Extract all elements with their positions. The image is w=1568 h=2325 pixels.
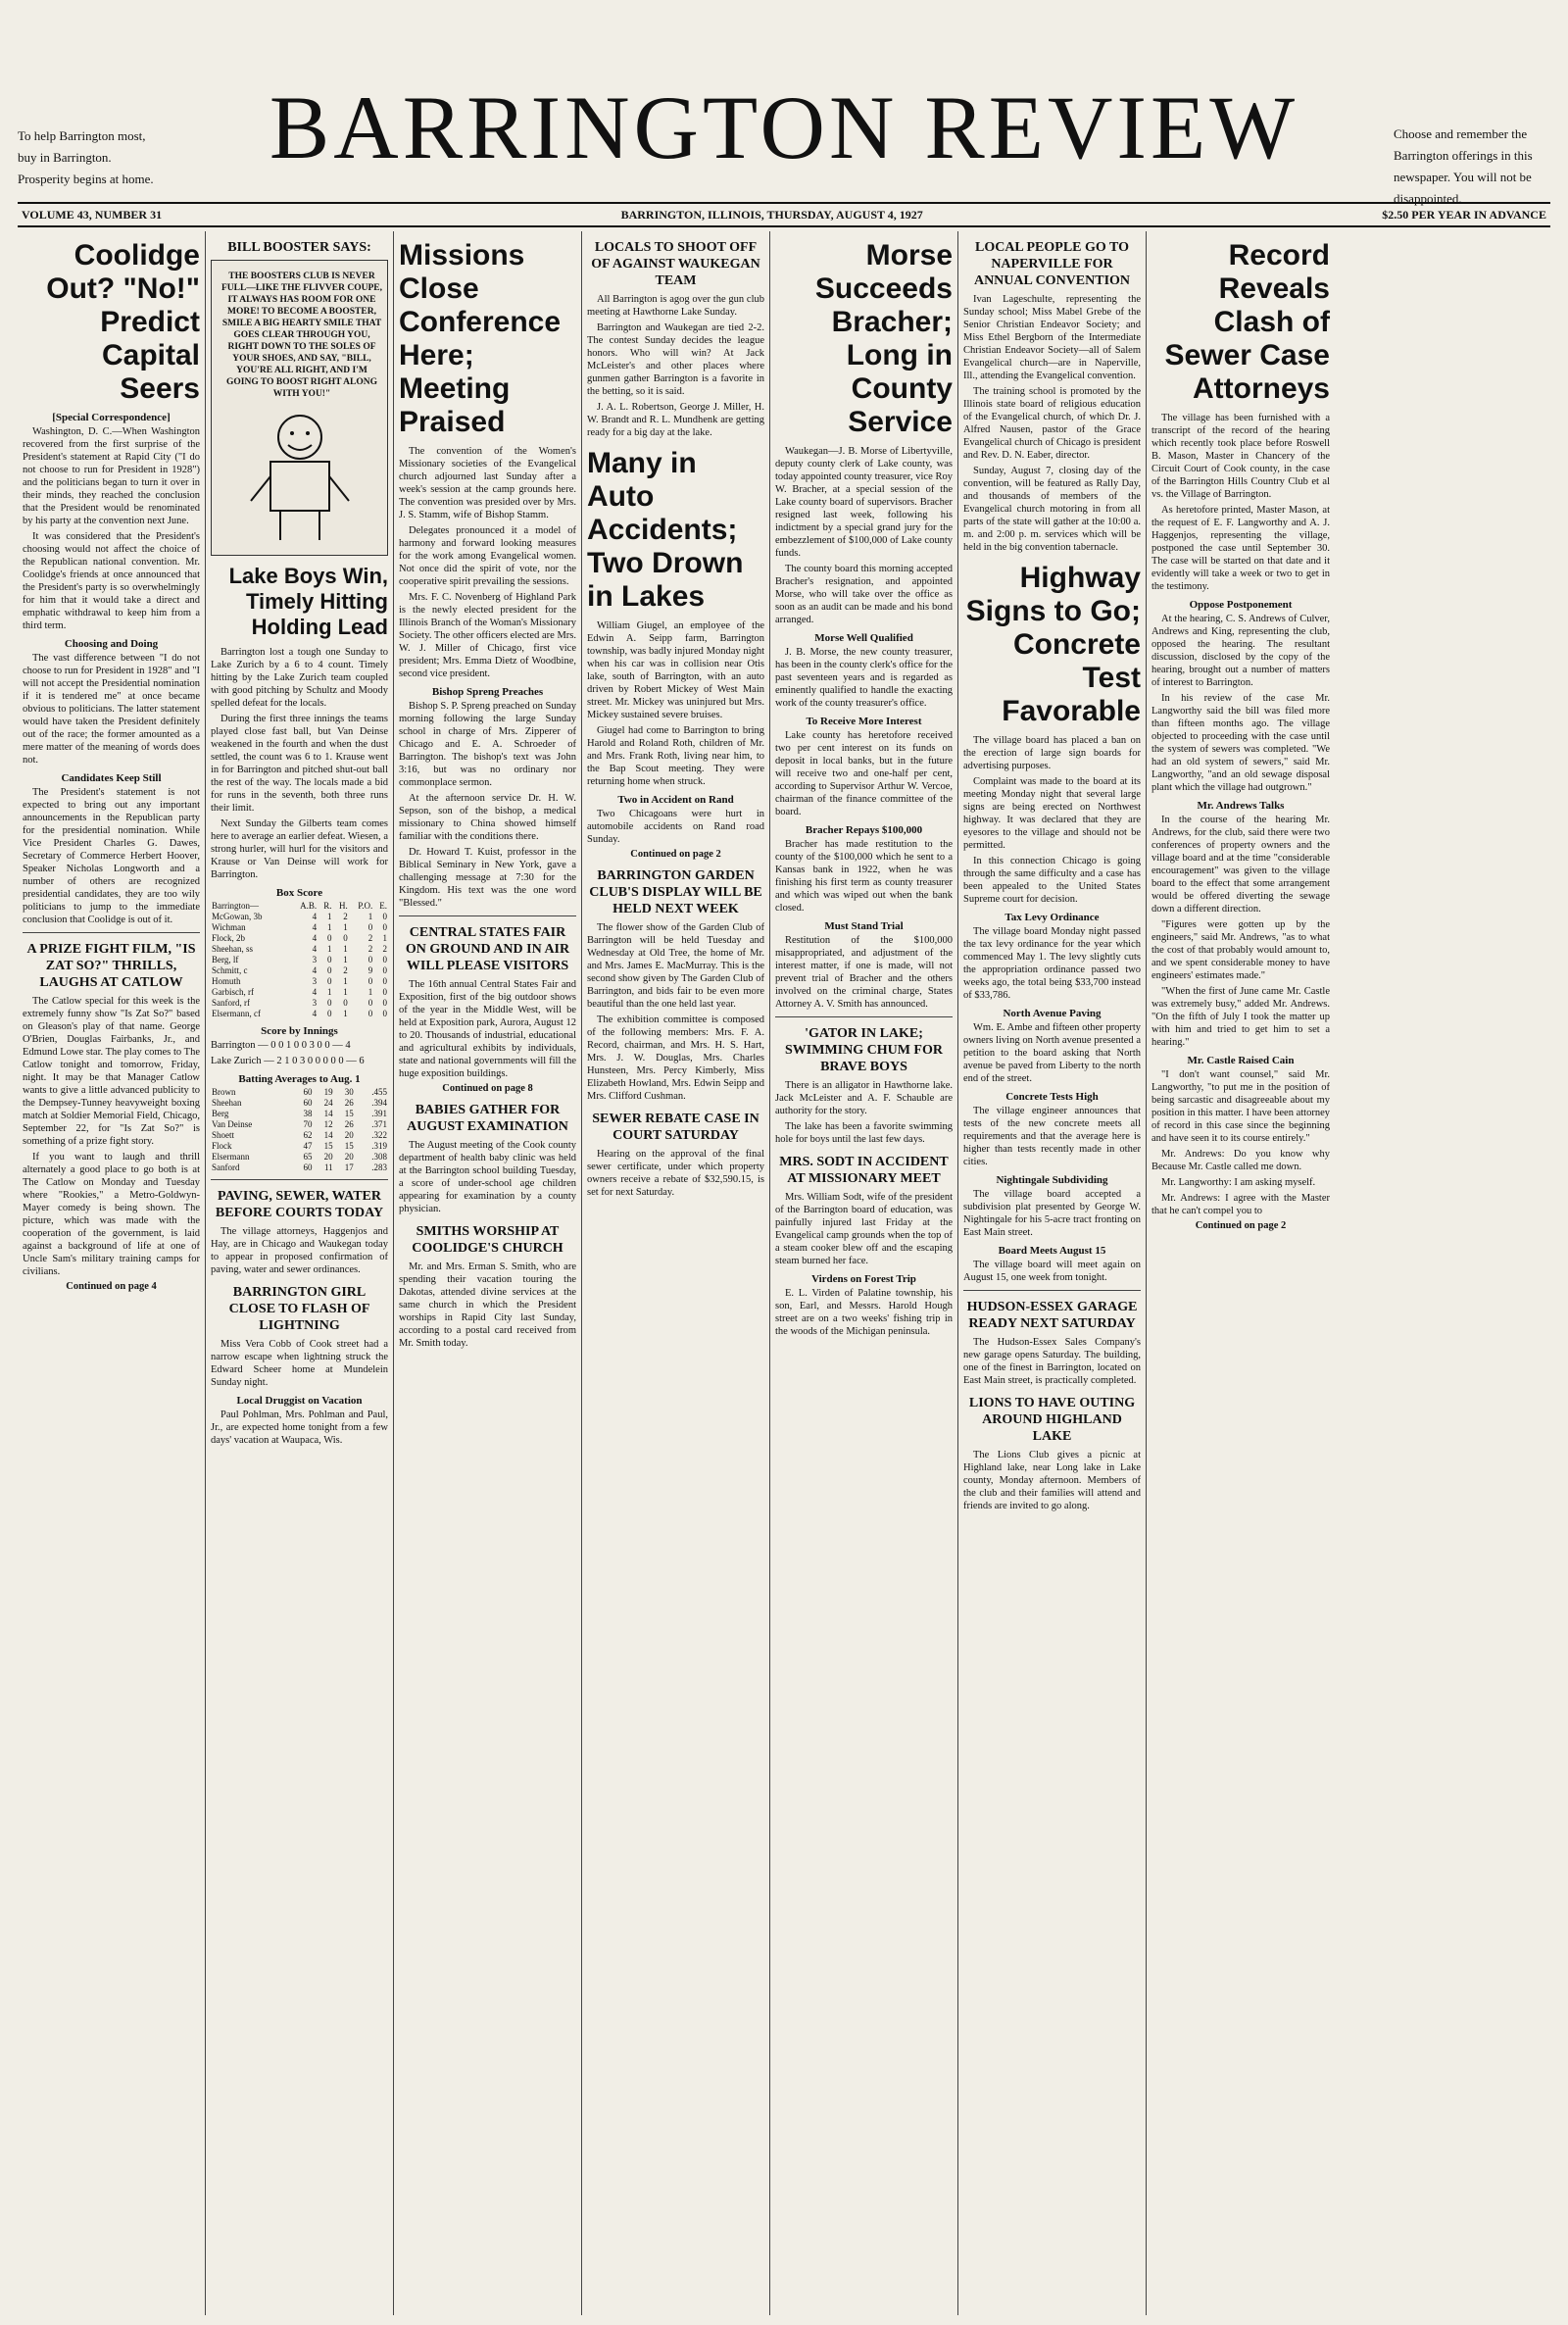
subhead: Choosing and Doing (64, 638, 159, 650)
table-row (211, 933, 388, 944)
article-paragraph: Washington, D. C.—When Washington recovered from the first surprise of the President's statement at Rapid City ("I do not choose to run for President in 1928") and the politicians began to turn it over in their minds, they reached the conclusion that the President would be renominated by his party at the convention next June. (23, 426, 200, 526)
article-paragraph: The village board accepted a subdivision plat presented by George W. Nightingale for his 5-acre tract fronting on East Main street. (963, 1189, 1141, 1238)
innings-lines (211, 1039, 388, 1067)
article-paragraph: Hearing on the approval of the final sewer certificate, under which property owners receive a rebate of $32,590.15, is set for next Saturday. (587, 1149, 764, 1198)
article-paragraph: Ivan Lageschulte, representing the Sunday school; Miss Mabel Grebe of the Senior Christian Endeavor Society; and Miss Ethel Bergborn of the Intermediate Christian Endeavor Society—all of Salem Evangelical church—are in Naperville, Ill., attending the Evangelical convention. (963, 294, 1141, 381)
continued-note: Continued on page 2 (630, 849, 721, 860)
table-row (211, 1119, 388, 1130)
article-paragraph: Lake county has heretofore received two per cent interest on its funds on deposit in local banks, but in the future will receive two and one-half per cent, according to Supervisor Arthur W. Vercoe, chairman of the finance committee of the board. (775, 730, 953, 817)
subhead: Concrete Tests High (1005, 1091, 1099, 1103)
table-row (211, 998, 388, 1009)
article-paragraph: It was considered that the President's choosing would not affect the choice of the Republican national convention. Mr. Coolidge's friends at once announced that the President's party is so overwhelmingly for him that it would take a direct and emphatic withdrawal to keep him from a third term. (23, 531, 200, 631)
table-cell: 60 (303, 1162, 313, 1172)
article-paragraph: Miss Vera Cobb of Cook street had a narrow escape when lightning struck the Edward Scheer home at Mundelein Sunday night. (211, 1339, 388, 1388)
table-cell: Sanford (212, 1162, 240, 1172)
paving-headline: PAVING, SEWER, WATER BEFORE COURTS TODAY (215, 1189, 384, 1220)
table-cell: 24 (323, 1098, 333, 1108)
article-paragraph: E. L. Virden of Palatine township, his son, Earl, and Messrs. Harold Hough street are on a two weeks' fishing trip in the woods of the Michigan peninsula. (775, 1288, 953, 1337)
article-paragraph: The village engineer announces that tests of the new concrete meets all requirements and that the average here is higher than tests recently made in other cities. (963, 1106, 1141, 1167)
table-cell: McGowan, 3b (212, 912, 263, 921)
article-paragraph: Barrington lost a tough one Sunday to Lake Zurich by a 6 to 4 count. Timely hitting by the Lake Zurich team coupled with good pitching by Schultz and Moody spelled defeat for the locals. (211, 647, 388, 709)
dateline-bar (18, 202, 1550, 227)
article-paragraph: Mrs. F. C. Novenberg of Highland Park is the newly elected president for the Illinois Branch of the Woman's Missionary Society. The other officers elected are Mrs. W. J. Miller of Chicago, first vice president; Mrs. Emma Dietz of Woodbine, second vice president. (399, 592, 576, 679)
table-row (211, 1141, 388, 1152)
table-cell: Brown (212, 1087, 236, 1097)
babies-headline: BABIES GATHER FOR AUGUST EXAMINATION (407, 1103, 568, 1134)
article-paragraph: The exhibition committee is composed of the following members: Mrs. F. A. Record, chairman, and Mrs. H. S. Hart, Mrs. J. W. Douglas, Mrs. Charles Hunsteen, Mrs. Percy Kimberly, Miss Elizabeth Howland, Mrs. Edwin Seipp and Mrs. Clifford Cushman. (587, 1014, 764, 1102)
volume-number: VOLUME 43, NUMBER 31 (22, 207, 163, 222)
table-cell: 1 (327, 922, 332, 932)
table-cell: 0 (327, 965, 332, 975)
table-cell: Berg, lf (212, 955, 239, 965)
article-paragraph: Bishop S. P. Spreng preached on Sunday morning following the large Sunday school in charge of Mrs. Zipperer of Chicago and E. A. Schroeder of Barrington. The bishop's text was John 3:16, but was no ordinary nor commonplace sermon. (399, 701, 576, 788)
table-row (211, 1162, 388, 1173)
table-cell: 0 (382, 976, 387, 986)
bill-booster-cartoon (211, 260, 388, 556)
table-row (211, 1152, 388, 1162)
table-cell: 70 (303, 1119, 313, 1129)
article-paragraph: The President's statement is not expected to bring out any important announcements in the Republican party for the presidential nomination. While Vice President Charles G. Dawes, Secretary of Commerce Herbert Hoover, Speaker Nicholas Longworth and a number of others are recognized presidential candidates, they are too wily politicians to jump to the immediate conclusion that Coolidge is out of it. (23, 787, 200, 925)
table-cell: 0 (327, 976, 332, 986)
table-cell: Flock (212, 1141, 232, 1151)
article-paragraph: Sunday, August 7, closing day of the convention, will be featured as Rally Day, and thousands of members of the Evangelical church motoring in from all parts of the state will gather at the 10:00 a. m. and 2:00 p. m. services which will be held in the big convention tabernacle. (963, 466, 1141, 553)
article-paragraph: Mrs. William Sodt, wife of the president of the Barrington board of education, was painfully injured last Friday at the Evangelical camp grounds when the top of a steam cooker blew off and the escaping steam burned her face. (775, 1192, 953, 1266)
table-cell: 4 (312, 922, 318, 932)
table-row (211, 922, 388, 933)
table-cell: 15 (323, 1141, 333, 1151)
table-cell: 12 (323, 1119, 333, 1129)
table-cell: 0 (327, 1009, 332, 1018)
article-paragraph: The flower show of the Garden Club of Barrington will be held Tuesday and Wednesday at Old Tree, the home of Mr. and Mrs. James E. MacMurray. This is the second show given by The Garden Club of Barrington, and bids fair to be even more beautiful than the one held last year. (587, 922, 764, 1010)
article-paragraph: The Lions Club gives a picnic at Highland lake, near Long lake in Lake county, Monday afternoon. Members of the club and their families will attend and friends are invited to go along. (963, 1450, 1141, 1511)
table-cell: Wichman (212, 922, 246, 932)
table-cell: 4 (312, 987, 318, 997)
box-score-header-cell: H. (338, 901, 348, 911)
article-paragraph: Next Sunday the Gilberts team comes here to average an earlier defeat. Wiesen, a strong hurler, will hurl for the visitors and Krause or Van Deinse will work for Barrington. (211, 818, 388, 880)
article-paragraph: Barrington and Waukegan are tied 2-2. The contest Sunday decides the league honors. Who will win? At Jack McLeister's and other places where gunmen gather Barrington is a favorite in the betting, so it is said. (587, 322, 764, 397)
table-cell: Elsermann (212, 1152, 250, 1162)
table-cell: 4 (312, 933, 318, 943)
batting-avg-table (211, 1087, 388, 1173)
article-paragraph: During the first three innings the teams played close fast ball, but Van Deinse weakened in the fourth and when the dust settled, the count was 6 to 1. Krause went in for Barrington and pitched shut-out ball the rest of the way. The locals made a bid for runs in the seventh, both three runs their limit. (211, 714, 388, 814)
article-paragraph: "When the first of June came Mr. Castle was extremely busy," added Mr. Andrews. "On the fifth of July I took the matter up with him and tried to get him to set a hearing." (1152, 986, 1330, 1048)
place-date: BARRINGTON, ILLINOIS, THURSDAY, AUGUST 4, 1927 (620, 207, 923, 222)
table-cell: 19 (323, 1087, 333, 1097)
table-cell: .391 (371, 1109, 387, 1118)
subhead: North Avenue Paving (1003, 1008, 1102, 1019)
article-paragraph: Giugel had come to Barrington to bring Harold and Roland Roth, children of Mr. and Mrs. Frank Roth, living near him, to the Bap Scout meeting. They were returning home when struck. (587, 725, 764, 787)
table-row (211, 1130, 388, 1141)
table-cell: 0 (327, 933, 332, 943)
newspaper-title: BARRINGTON REVIEW (269, 77, 1299, 177)
article-paragraph: Mr. Andrews: I agree with the Master that he can't compel you to (1152, 1193, 1330, 1216)
table-row (211, 944, 388, 955)
table-cell: 1 (343, 944, 348, 954)
table-cell: 0 (327, 955, 332, 965)
newspaper-page (18, 10, 1550, 2315)
article-paragraph: Bracher has made restitution to the county of the $100,000 which he sent to a Kansas bank in 1922, when he was finishing his first term as county treasurer and which was wiped out when the bank closed. (775, 839, 953, 914)
article-paragraph: In the course of the hearing Mr. Andrews, for the club, said there were two conferences of property owners and the village board and at the time "considerable encouragement" was given to the village board to the effect that some arrangement would be offered diverting the sewage down a different direction. (1152, 815, 1330, 915)
table-cell: 1 (327, 987, 332, 997)
table-cell: 1 (368, 912, 373, 921)
box-score-header-cell: P.O. (358, 901, 373, 911)
subhead: Board Meets August 15 (998, 1245, 1106, 1257)
lightning-headline: BARRINGTON GIRL CLOSE TO FLASH OF LIGHTNING (228, 1285, 370, 1333)
auto-accidents-headline: Many in Auto Accidents; Two Drown in Lakes (587, 447, 744, 613)
masthead-left-ear: To help Barrington most, buy in Barrington. Prosperity begins at home. (18, 128, 154, 186)
box-score-header-cell: R. (323, 901, 332, 911)
subscription-price: $2.50 PER YEAR IN ADVANCE (1382, 207, 1546, 222)
column-5 (770, 231, 958, 2315)
sewer-rebate-headline: SEWER REBATE CASE IN COURT SATURDAY (592, 1112, 760, 1143)
table-cell: 1 (327, 912, 332, 921)
table-cell: 0 (368, 1009, 373, 1018)
garden-club-headline: BARRINGTON GARDEN CLUB'S DISPLAY WILL BE HELD NEXT WEEK (589, 868, 762, 916)
subhead: Mr. Castle Raised Cain (1187, 1055, 1295, 1066)
table-cell: 62 (303, 1130, 313, 1140)
article-paragraph: The lake has been a favorite swimming hole for boys until the last few days. (775, 1121, 953, 1145)
record-reveals-headline: Record Reveals Clash of Sewer Case Attorneys (1164, 239, 1330, 405)
table-cell: 0 (382, 965, 387, 975)
table-cell: 0 (368, 976, 373, 986)
article-paragraph: Paul Pohlman, Mrs. Pohlman and Paul, Jr., are expected home tonight from a few days' vacation at Waupaca, Wis. (211, 1410, 388, 1446)
subhead: Nightingale Subdividing (996, 1174, 1108, 1186)
column-7 (1147, 231, 1335, 2315)
subhead: Bishop Spreng Preaches (431, 686, 544, 698)
table-cell: 1 (343, 976, 348, 986)
divider (775, 1016, 953, 1017)
subhead: Local Druggist on Vacation (236, 1395, 363, 1407)
table-row (211, 1009, 388, 1019)
article-paragraph: The vast difference between "I do not choose to run for President in 1928" and "I will not accept the Presidential nomination if it is tendered me" at once became obvious to politicians. The latter statement would have taken the President definitely out of the race; the former amounted as a mere matter of the meaning of words does not. (23, 653, 200, 766)
table-row (211, 1087, 388, 1098)
table-cell: 17 (344, 1162, 354, 1172)
table-cell: .319 (371, 1141, 387, 1151)
innings-title: Score by Innings (261, 1025, 338, 1037)
column-2 (206, 231, 394, 2315)
table-cell: Sheehan, ss (212, 944, 253, 954)
article-paragraph: At the afternoon service Dr. H. W. Sepson, son of the bishop, a medical missionary to China showed himself familiar with the conditions there. (399, 793, 576, 842)
table-cell: 2 (343, 912, 348, 921)
table-cell: 1 (343, 922, 348, 932)
table-cell: 1 (382, 933, 387, 943)
table-cell: .455 (371, 1087, 387, 1097)
table-cell: 2 (368, 944, 373, 954)
table-cell: 0 (368, 998, 373, 1008)
article-paragraph: Wm. E. Ambe and fifteen other property owners living on North avenue presented a petition to the board asking that North avenue be paved from Liberty to the north end of the street. (963, 1022, 1141, 1084)
article-paragraph: The Hudson-Essex Sales Company's new garage opens Saturday. The building, one of the finest in Barrington, located on East Main street, is practically completed. (963, 1337, 1141, 1386)
booster-figure-icon (241, 408, 359, 545)
naperville-headline: LOCAL PEOPLE GO TO NAPERVILLE FOR ANNUAL CONVENTION (973, 240, 1131, 288)
table-cell: .394 (371, 1098, 387, 1108)
table-cell: 0 (382, 922, 387, 932)
article-paragraph: Mr. Andrews: Do you know why Because Mr. Castle called me down. (1152, 1149, 1330, 1172)
table-cell: 0 (382, 998, 387, 1008)
table-row (211, 1109, 388, 1119)
table-cell: 3 (312, 955, 318, 965)
table-cell: 4 (312, 944, 318, 954)
table-row (211, 1098, 388, 1109)
table-cell: 0 (343, 998, 348, 1008)
inning-line: Lake Zurich — 2 1 0 3 0 0 0 0 0 — 6 (211, 1056, 365, 1066)
table-cell: 1 (343, 1009, 348, 1018)
table-cell: Elsermann, cf (212, 1009, 261, 1018)
table-cell: 20 (344, 1152, 354, 1162)
coolidge-headline: Coolidge Out? "No!" Predict Capital Seers (46, 239, 200, 405)
article-paragraph: "Figures were gotten up by the engineers," said Mr. Andrews, "as to what the cost of that probably would amount to, and we spent considerable money to have engineers' estimates made." (1152, 919, 1330, 981)
sodt-headline: MRS. SODT IN ACCIDENT AT MISSIONARY MEET (779, 1155, 949, 1186)
article-paragraph: If you want to laugh and thrill alternately a good place to go both is at The Catlow on Monday and Tuesday where "Rookies," a Metro-Goldwyn-Mayer comedy is being shown. The picture, which was made with the cooperation of the government, is laid against a background of life at one of Uncle Sam's military training camps for civilians. (23, 1152, 200, 1277)
smiths-headline: SMITHS WORSHIP AT COOLIDGE'S CHURCH (412, 1224, 564, 1256)
table-cell: 20 (344, 1130, 354, 1140)
table-row (211, 965, 388, 976)
masthead-right-ear: Choose and remember the Barrington offerings in this newspaper. You will not be disappointed. (1394, 126, 1533, 206)
subhead: Candidates Keep Still (61, 772, 162, 784)
table-cell: 30 (344, 1087, 354, 1097)
subhead: Bracher Repays $100,000 (805, 824, 923, 836)
article-paragraph: Complaint was made to the board at its meeting Monday night that several large signs are being erected on Northwest highway. It was declared that they are eyesores to the village and should not be permitted. (963, 776, 1141, 851)
masthead (18, 10, 1550, 222)
table-cell: 9 (368, 965, 373, 975)
box-score-header-cell: E. (379, 901, 387, 911)
article-paragraph: J. A. L. Robertson, George J. Miller, H. W. Brandt and R. L. Mundhenk are getting ready for a big day at the lake. (587, 402, 764, 438)
table-cell: 60 (303, 1087, 313, 1097)
booster-heading: BILL BOOSTER SAYS: (227, 240, 371, 255)
table-cell: .322 (371, 1130, 387, 1140)
table-cell: .283 (371, 1162, 387, 1172)
lake-boys-headline: Lake Boys Win, Timely Hitting Holding Lead (228, 564, 388, 639)
article-paragraph: The August meeting of the Cook county department of health baby clinic was held at the Barrington school building Tuesday, a score of under-school age children appearing for examination by a county physician. (399, 1140, 576, 1214)
table-cell: Sheehan (212, 1098, 242, 1108)
subhead: To Receive More Interest (806, 716, 922, 727)
table-cell: 0 (382, 955, 387, 965)
table-cell: Garbisch, rf (212, 987, 254, 997)
article-paragraph: In his review of the case Mr. Langworthy said the bill was filed more than fifteen months ago. The village objected to proceeding with the case until the system of sewers was completed. "We had an old system of sewers," said Mr. Langworthy, "and an old sewage disposal plant which the village had outgrown." (1152, 693, 1330, 793)
box-score-body (211, 912, 388, 1019)
article-paragraph: J. B. Morse, the new county treasurer, has been in the county clerk's office for the past seventeen years and is regarded as eminently qualified to handle the exacting work of the county treasurer's office. (775, 647, 953, 709)
table-row (211, 987, 388, 998)
divider (399, 915, 576, 916)
column-3 (394, 231, 582, 2315)
subhead: Morse Well Qualified (814, 632, 913, 644)
table-cell: 0 (382, 912, 387, 921)
article-paragraph: There is an alligator in Hawthorne lake. Jack McLeister and A. F. Schauble are authority for the story. (775, 1080, 953, 1116)
table-cell: 1 (343, 955, 348, 965)
article-paragraph: In this connection Chicago is going through the same difficulty and a case has been appealed to the United States Supreme court for decision. (963, 856, 1141, 905)
column-4 (582, 231, 770, 2315)
table-cell: 60 (303, 1098, 313, 1108)
table-cell: 15 (344, 1141, 354, 1151)
table-cell: 26 (344, 1098, 354, 1108)
missions-headline: Missions Close Conference Here; Meeting Praised (399, 239, 562, 438)
table-cell: Shoett (212, 1130, 235, 1140)
continued-note: Continued on page 4 (66, 1281, 157, 1292)
box-score-header-cell: A.B. (300, 901, 318, 911)
table-cell: 0 (327, 998, 332, 1008)
table-cell: Homuth (212, 976, 241, 986)
gator-headline: 'GATOR IN LAKE; SWIMMING CHUM FOR BRAVE BOYS (785, 1026, 943, 1074)
article-paragraph: William Giugel, an employee of the Edwin A. Seipp farm, Barrington township, was badly injured Monday night when his car was in collision near Otis lake, south of Barrington, with an auto driven by Robert Mickey of West Main street. Mr. Mickey was uninjured but Mrs. Mickey sustained severe bruises. (587, 620, 764, 720)
table-cell: 65 (303, 1152, 313, 1162)
table-cell: 4 (312, 965, 318, 975)
table-cell: 0 (343, 933, 348, 943)
table-cell: 47 (303, 1141, 313, 1151)
table-cell: 14 (323, 1109, 333, 1118)
table-cell: 1 (343, 987, 348, 997)
fight-film-headline: A PRIZE FIGHT FILM, "IS ZAT SO?" THRILLS, LAUGHS AT CATLOW (26, 942, 196, 990)
table-cell: 38 (303, 1109, 313, 1118)
table-cell: 1 (327, 944, 332, 954)
table-cell: Berg (212, 1109, 229, 1118)
article-paragraph: The village board has placed a ban on the erection of large sign boards for advertising purposes. (963, 735, 1141, 771)
article-paragraph: At the hearing, C. S. Andrews of Culver, Andrews and King, representing the club, opposed the hearing. The resultant discussion, disclosed by the copy of the hearing, brought out a number of matters of interest to Barrington. (1152, 614, 1330, 688)
table-cell: 4 (312, 912, 318, 921)
table-cell: 20 (323, 1152, 333, 1162)
table-cell: Flock, 2b (212, 933, 246, 943)
fair-headline: CENTRAL STATES FAIR ON GROUND AND IN AIR WILL PLEASE VISITORS (405, 925, 570, 973)
table-cell: Sanford, rf (212, 998, 250, 1008)
article-paragraph: The village board Monday night passed the tax levy ordinance for the year which commenced May 1. The levy slightly cuts the appropriation ordinance passed two weeks ago, the total being $33,700 instead of $33,786. (963, 926, 1141, 1001)
table-cell: 3 (312, 998, 318, 1008)
box-score-table (211, 901, 388, 1019)
article-paragraph: Delegates pronounced it a model of harmony and forward looking measures for the work among Evangelical women. Not once did the spirit of vote, nor the cooperative spirit prevailing the sessions. (399, 525, 576, 587)
article-paragraph: Dr. Howard T. Kuist, professor in the Biblical Seminary in New York, gave a challenging message at 7:30 for the Kingdom. His text was the one word "Blessed." (399, 847, 576, 909)
table-cell: Van Deinse (212, 1119, 253, 1129)
box-score-header (211, 901, 388, 912)
box-score-title: Box Score (275, 887, 323, 899)
table-cell: 2 (382, 944, 387, 954)
article-paragraph: As heretofore printed, Master Mason, at the request of E. F. Langworthy and A. J. Haggenjos, representing the village, postponed the case until September 30. The case will be started on that date and it evidently will take a week or two to get in the testimony. (1152, 505, 1330, 592)
table-row (211, 976, 388, 987)
table-cell: 0 (368, 922, 373, 932)
subhead: Tax Levy Ordinance (1004, 912, 1100, 923)
article-paragraph: The village attorneys, Haggenjos and Hay, are in Chicago and Waukegan today to appear in proposed confirmation of paving, water and sewer ordinances. (211, 1226, 388, 1275)
article-paragraph: All Barrington is agog over the gun club meeting at Hawthorne Lake Sunday. (587, 294, 764, 318)
table-row (211, 955, 388, 965)
table-cell: .371 (371, 1119, 387, 1129)
table-cell: 26 (344, 1119, 354, 1129)
continued-note: Continued on page 2 (1195, 1220, 1287, 1231)
article-paragraph: "I don't want counsel," said Mr. Langworthy, "to put me in the position of being sarcastic and disagreeable about my position in this matter. I have been attorney of record in this case since the beginning and have seen it to its course entirely." (1152, 1069, 1330, 1144)
article-paragraph: Waukegan—J. B. Morse of Libertyville, deputy county clerk of Lake county, was today appointed county treasurer, vice Roy W. Bracher, at a special session of the Lake county board of supervisors. Bracher resigned last week, following his indictment by a special grand jury for the embezzlement of $100,000 of Lake county funds. (775, 446, 953, 559)
article-paragraph: The convention of the Women's Missionary societies of the Evangelical church adjourned last Sunday after a week's session at the camp grounds here. The convention was presided over by Mrs. J. S. Stamm, wife of Bishop Stamm. (399, 446, 576, 520)
table-cell: .308 (371, 1152, 387, 1162)
morse-headline: Morse Succeeds Bracher; Long in County Service (814, 239, 953, 438)
subhead: Mr. Andrews Talks (1197, 800, 1285, 812)
columns (18, 231, 1550, 2315)
article-paragraph: The village board will meet again on August 15, one week from tonight. (963, 1260, 1141, 1283)
article-paragraph: The training school is promoted by the Illinois state board of religious education of the Evangelical church, of which Dr. J. Alfred Nausen, pastor of the Grace Evangelical church of Chicago is president and Rev. D. N. Eaber, director. (963, 386, 1141, 461)
table-cell: 1 (368, 987, 373, 997)
article-paragraph: Restitution of the $100,000 misappropriated, and adjustment of the interest matter, if one is made, will not prevent trial of Bracher and the others involved on the criminal charge, States Attorney A. V. Smith has announced. (775, 935, 953, 1010)
article-paragraph: Two Chicagoans were hurt in automobile accidents on Rand road Sunday. (587, 809, 764, 845)
table-cell: 15 (344, 1109, 354, 1118)
divider (963, 1290, 1141, 1291)
article-paragraph: The 16th annual Central States Fair and Exposition, first of the big outdoor shows of the year in the Middle West, will be held at Exposition park, Aurora, August 12 to 20. Thousands of industrial, educational and agricultural exhibits by individuals, state and national governments will fill the huge exposition buildings. (399, 979, 576, 1079)
divider (23, 932, 200, 933)
batting-avg-title: Batting Averages to Aug. 1 (238, 1073, 361, 1085)
subhead: Virdens on Forest Trip (811, 1273, 916, 1285)
article-paragraph: The county board this morning accepted Bracher's resignation, and appointed Morse, who will take over the office as soon as an audit can be made and his bond arranged. (775, 564, 953, 625)
continued-note: Continued on page 8 (442, 1083, 533, 1094)
table-cell: 4 (312, 1009, 318, 1018)
subhead: Oppose Postponement (1189, 599, 1293, 611)
table-cell: 0 (382, 1009, 387, 1018)
table-cell: 14 (323, 1130, 333, 1140)
article-paragraph: Mr. and Mrs. Erman S. Smith, who are spending their vacation touring the Dakotas, attended divine services at the same church in which the President worships in Rapid City last Sunday, according to a postal card received from Mr. Smith today. (399, 1261, 576, 1349)
box-score-header-cell: Barrington— (212, 901, 259, 911)
special-correspondence: [Special Correspondence] (52, 412, 171, 423)
table-cell: 11 (323, 1162, 333, 1172)
article-paragraph: Mr. Langworthy: I am asking myself. (1161, 1177, 1316, 1188)
hudson-essex-headline: HUDSON-ESSEX GARAGE READY NEXT SATURDAY (966, 1300, 1138, 1331)
lions-headline: LIONS TO HAVE OUTING AROUND HIGHLAND LAKE (968, 1396, 1136, 1444)
subhead: Two in Accident on Rand (617, 794, 734, 806)
column-6 (958, 231, 1147, 2315)
table-cell: Schmitt, c (212, 965, 248, 975)
table-cell: 0 (382, 987, 387, 997)
table-cell: 0 (368, 955, 373, 965)
table-cell: 2 (368, 933, 373, 943)
booster-speech: THE BOOSTERS CLUB IS NEVER FULL—LIKE THE FLIVVER COUPE, IT ALWAYS HAS ROOM FOR ONE MORE! TO BECOME A BOOSTER, SMILE A BIG HEARTY SMILE THAT GOES CLEAR THROUGH YOU, RIGHT DOWN TO THE SOLES OF YOUR SHOES, AND SAY, "BILL, YOU'RE ALL RIGHT, AND I'M GOING TO BOOST RIGHT ALONG WITH YOU!" (221, 272, 382, 399)
table-row (211, 912, 388, 922)
table-cell: 2 (343, 965, 348, 975)
column-1 (18, 231, 206, 2315)
subhead: Must Stand Trial (824, 920, 904, 932)
divider (211, 1179, 388, 1180)
table-cell: 3 (312, 976, 318, 986)
highway-signs-headline: Highway Signs to Go; Concrete Test Favorable (965, 562, 1141, 727)
inning-line: Barrington — 0 0 1 0 0 3 0 0 — 4 (211, 1040, 351, 1051)
locals-shoot-headline: LOCALS TO SHOOT OFF OF AGAINST WAUKEGAN TEAM (591, 240, 760, 288)
article-paragraph: The Catlow special for this week is the extremely funny show "Is Zat So?" based on Gleason's play of that name. George O'Brien, Douglas Fairbanks, Jr., and Edmund Lowe star. The play comes to The Catlow tonight and tomorrow, Friday, night. It may be that Manager Catlow wants to give a little advanced publicity to the Dempsey-Tunney heavyweight boxing match at Soldier Memorial Field, Chicago, September 22, for "Is Zat So?" is something of a prize fight story. (23, 996, 200, 1147)
article-paragraph: The village has been furnished with a transcript of the record of the hearing which recently took place before Roswell B. Mason, Master in Chancery of the Circuit Court of Cook county, in the case of the Barrington Hills Country Club et al vs. the Village of Barrington. (1152, 413, 1330, 500)
